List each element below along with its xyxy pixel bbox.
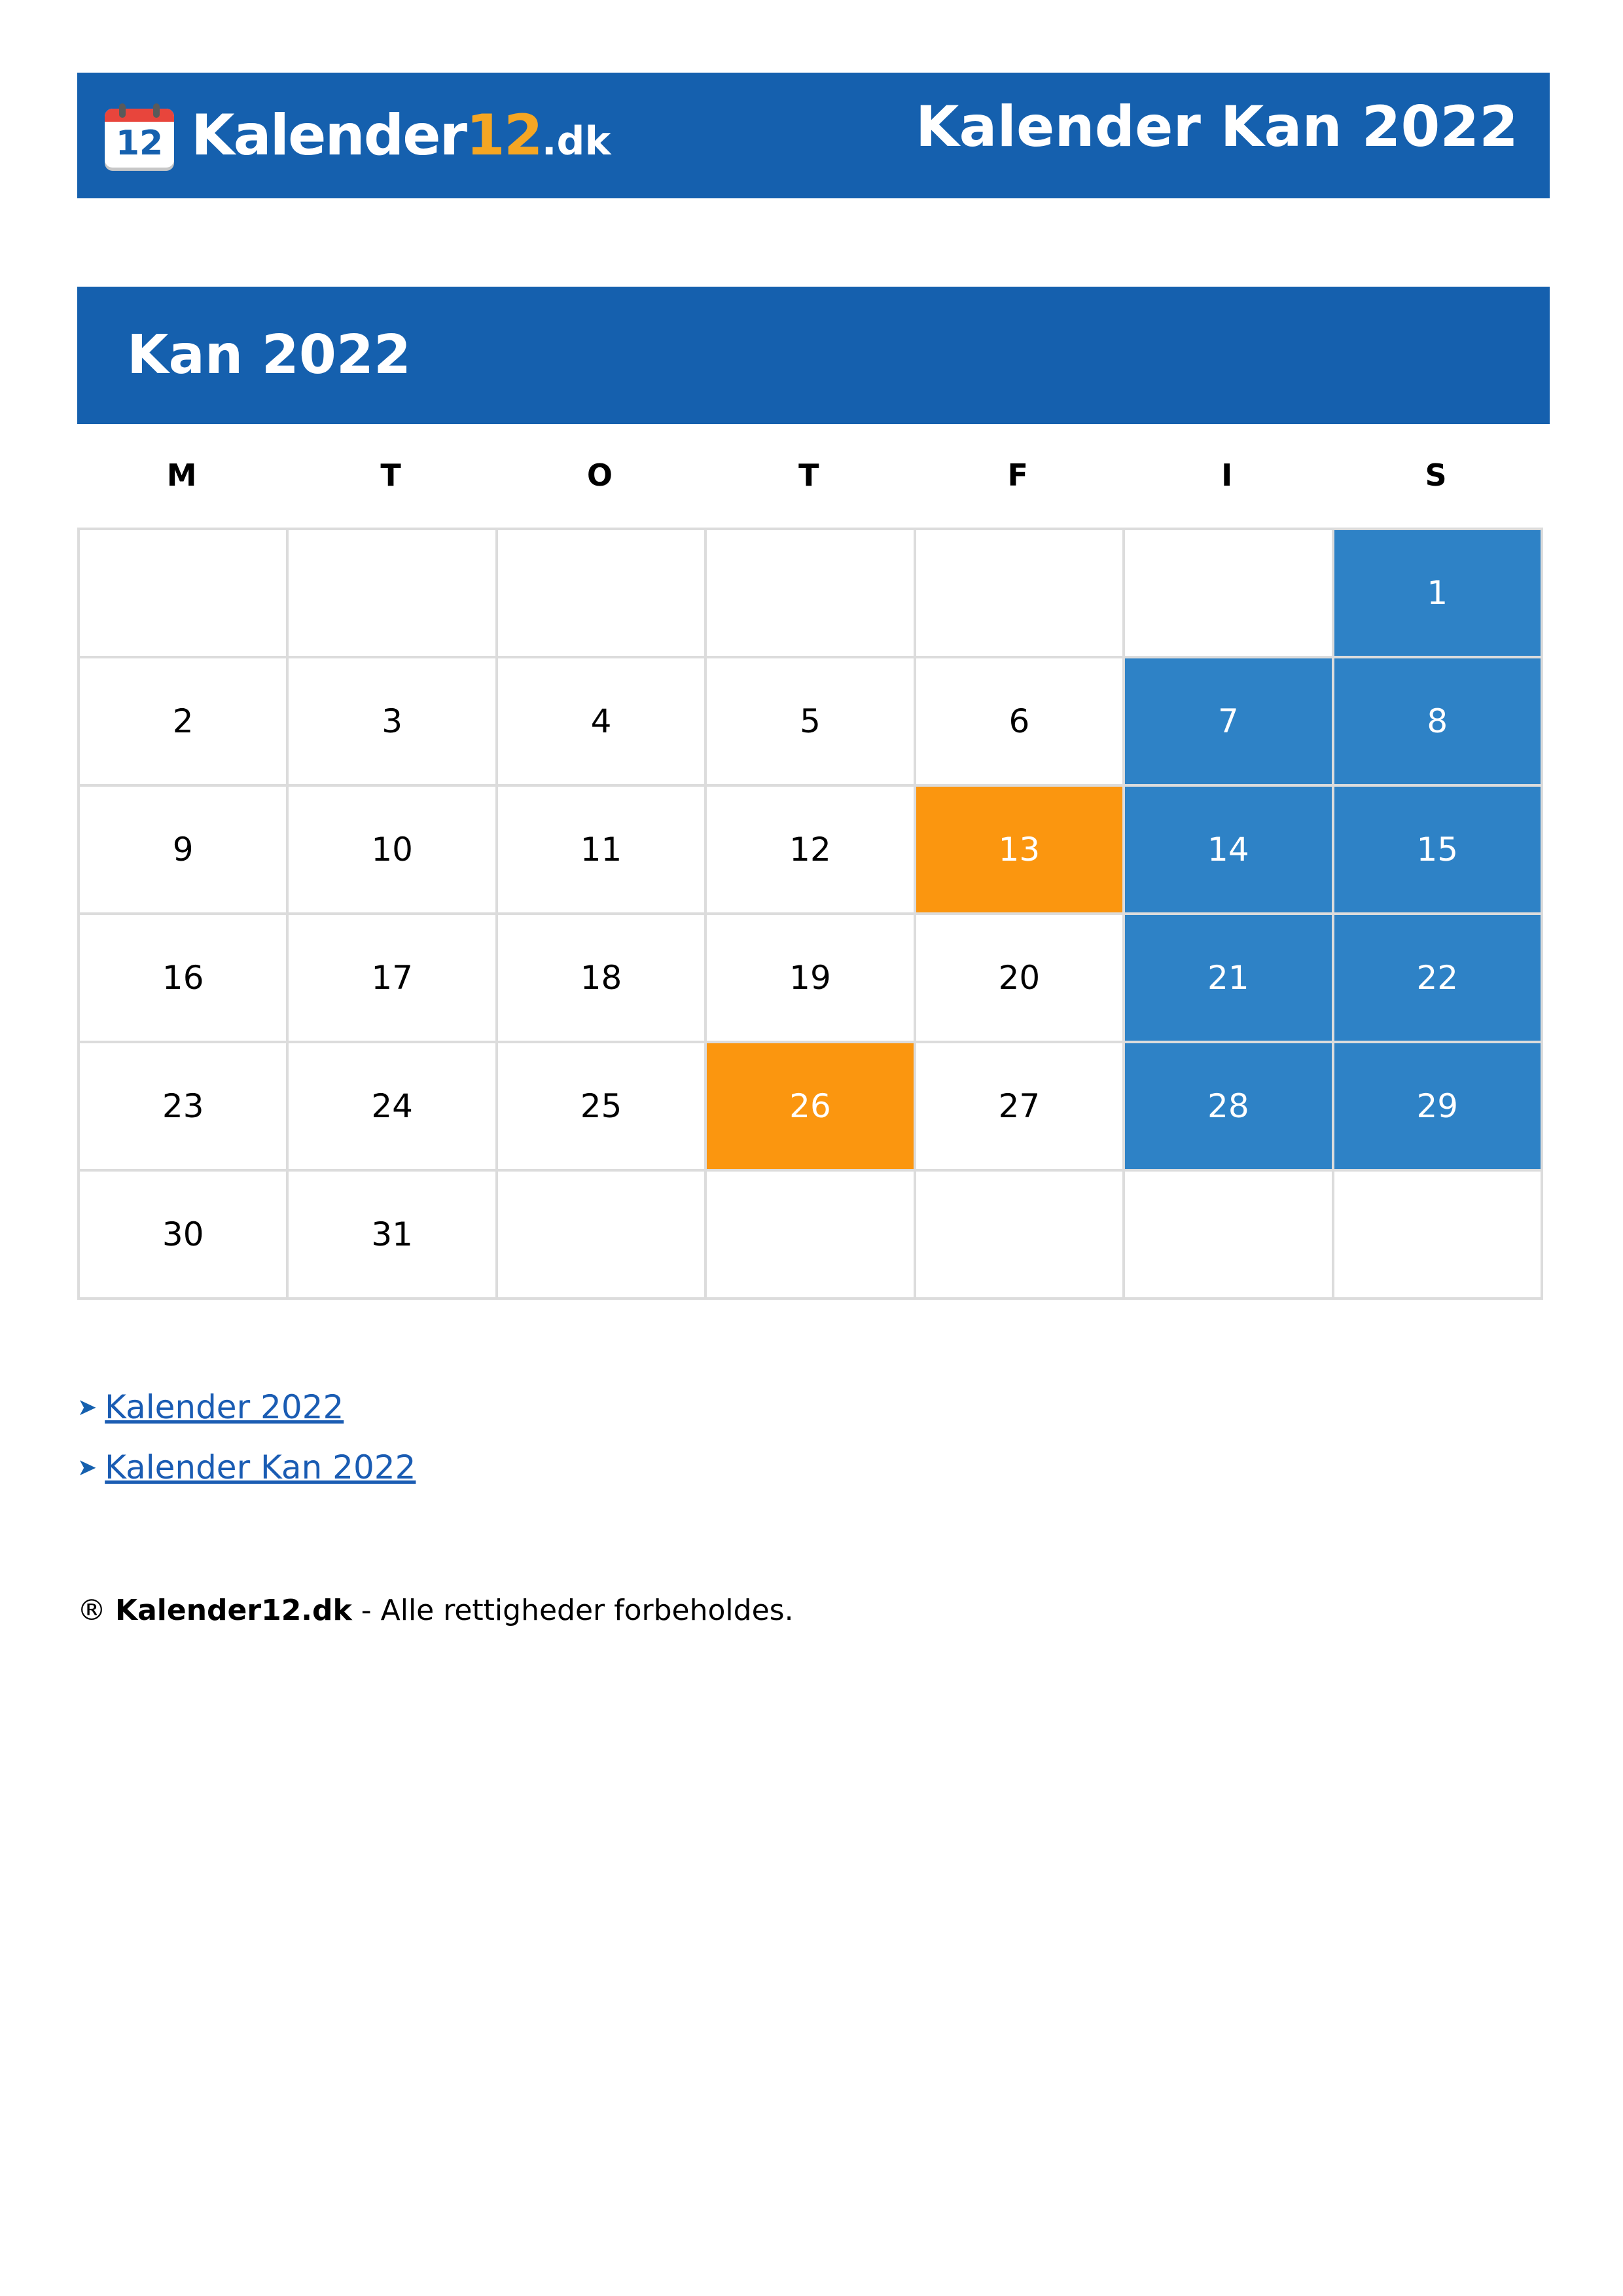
- related-links: [77, 1377, 416, 1498]
- day-cell-25[interactable]: 25: [498, 1043, 707, 1172]
- empty-day-cell: [289, 530, 497, 658]
- day-cell-23[interactable]: 23: [80, 1043, 289, 1172]
- registered-symbol: ®: [77, 1594, 106, 1627]
- day-cell-12[interactable]: 12: [707, 787, 916, 915]
- day-cell-24[interactable]: 24: [289, 1043, 497, 1172]
- arrow-icon: ➤: [77, 1393, 98, 1421]
- weekday-label: O: [586, 457, 613, 493]
- day-cell-7[interactable]: 7: [1125, 658, 1334, 787]
- empty-day-cell: [1125, 1172, 1334, 1300]
- logo-text-main: Kalender: [191, 102, 467, 168]
- day-cell-28[interactable]: 28: [1125, 1043, 1334, 1172]
- link-item: [77, 1377, 416, 1437]
- weekday-label: I: [1221, 457, 1233, 493]
- logo-icon-number: 12: [115, 124, 164, 163]
- day-cell-21[interactable]: 21: [1125, 915, 1334, 1043]
- day-cell-14[interactable]: 14: [1125, 787, 1334, 915]
- link-1[interactable]: Kalender 2022: [105, 1388, 344, 1426]
- empty-day-cell: [1125, 530, 1334, 658]
- day-cell-1[interactable]: 1: [1334, 530, 1543, 658]
- footer-text: - Alle rettigheder forbeholdes.: [351, 1594, 794, 1627]
- day-cell-20[interactable]: 20: [916, 915, 1125, 1043]
- day-cell-17[interactable]: 17: [289, 915, 497, 1043]
- footer: [77, 1588, 794, 1634]
- calendar-grid: [77, 528, 1543, 1300]
- empty-day-cell: [916, 530, 1125, 658]
- day-cell-26[interactable]: 26: [707, 1043, 916, 1172]
- day-cell-5[interactable]: 5: [707, 658, 916, 787]
- day-cell-30[interactable]: 30: [80, 1172, 289, 1300]
- footer-brand: Kalender12.dk: [115, 1594, 352, 1627]
- day-cell-13[interactable]: 13: [916, 787, 1125, 915]
- calendar-logo-icon: [105, 109, 174, 168]
- link-item: [77, 1437, 416, 1498]
- day-cell-29[interactable]: 29: [1334, 1043, 1543, 1172]
- site-header: [77, 73, 1550, 198]
- day-cell-9[interactable]: 9: [80, 787, 289, 915]
- day-cell-11[interactable]: 11: [498, 787, 707, 915]
- day-cell-2[interactable]: 2: [80, 658, 289, 787]
- weekday-label: S: [1425, 457, 1447, 493]
- link-2[interactable]: Kalender Kan 2022: [105, 1448, 416, 1486]
- day-cell-27[interactable]: 27: [916, 1043, 1125, 1172]
- weekday-label: F: [1007, 457, 1028, 493]
- day-cell-6[interactable]: 6: [916, 658, 1125, 787]
- page-title: Kalender Kan 2022: [915, 94, 1518, 160]
- empty-day-cell: [1334, 1172, 1543, 1300]
- empty-day-cell: [916, 1172, 1125, 1300]
- site-logo[interactable]: [105, 102, 611, 171]
- month-header: [77, 287, 1550, 424]
- weekday-header-row: [77, 449, 1541, 501]
- day-cell-18[interactable]: 18: [498, 915, 707, 1043]
- empty-day-cell: [80, 530, 289, 658]
- day-cell-22[interactable]: 22: [1334, 915, 1543, 1043]
- empty-day-cell: [707, 530, 916, 658]
- arrow-icon: ➤: [77, 1454, 98, 1481]
- day-cell-16[interactable]: 16: [80, 915, 289, 1043]
- logo-text-tld: .dk: [541, 118, 611, 164]
- empty-day-cell: [498, 530, 707, 658]
- empty-day-cell: [498, 1172, 707, 1300]
- month-title: Kan 2022: [127, 324, 412, 386]
- day-cell-15[interactable]: 15: [1334, 787, 1543, 915]
- logo-text-number: 12: [466, 102, 542, 168]
- day-cell-8[interactable]: 8: [1334, 658, 1543, 787]
- weekday-label: T: [380, 457, 401, 493]
- day-cell-10[interactable]: 10: [289, 787, 497, 915]
- day-cell-19[interactable]: 19: [707, 915, 916, 1043]
- empty-day-cell: [707, 1172, 916, 1300]
- day-cell-3[interactable]: 3: [289, 658, 497, 787]
- day-cell-31[interactable]: 31: [289, 1172, 497, 1300]
- weekday-label: T: [798, 457, 819, 493]
- logo-wordmark: [191, 103, 611, 174]
- weekday-label: M: [166, 457, 197, 493]
- day-cell-4[interactable]: 4: [498, 658, 707, 787]
